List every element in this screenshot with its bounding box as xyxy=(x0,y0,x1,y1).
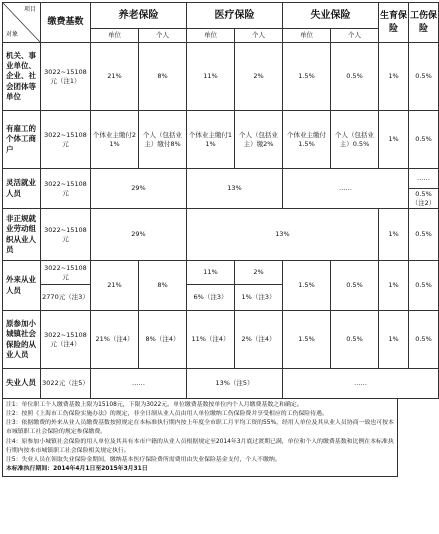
subheader-personal: 个人 xyxy=(139,29,187,43)
row-label: 外来从业人员 xyxy=(3,261,41,311)
rate-cell: 1.5% xyxy=(283,43,331,111)
base-cell: 3022~15108元（注4） xyxy=(41,311,91,369)
rate-cell: 1% xyxy=(379,311,409,369)
header-maternity: 生育保险 xyxy=(379,3,409,43)
rate-cell: 8% xyxy=(139,43,187,111)
rate-cell: 8% xyxy=(139,261,187,311)
rate-cell: 个人（包括业主）缴2% xyxy=(235,111,283,169)
rate-cell: 1% xyxy=(379,209,409,261)
row-label: 有雇工的个体工商户 xyxy=(3,111,41,169)
note-2: 注2：按照《上海市工伤保险实施办法》的规定，非全日制从业人员由用人单位缴纳工伤保险费并享受相应的工伤保险待遇。 xyxy=(6,411,328,418)
rate-cell: 21% xyxy=(91,43,139,111)
row-label: 灵活就业人员 xyxy=(3,169,41,209)
base-cell: 3022~15108元 xyxy=(41,209,91,261)
rate-cell: 2% xyxy=(235,43,283,111)
table-row xyxy=(3,369,439,399)
execution-period: 本标准执行期间：2014年4月1日至2015年3月31日 xyxy=(6,465,148,472)
table-row xyxy=(3,111,439,169)
placeholder-cell: …… xyxy=(283,169,409,209)
rate-cell: 8%（注4） xyxy=(139,311,187,369)
note-5: 注5：失业人员在领取失业保险金期间，缴纳基本医疗保险费所需费用由失业保险基金支付，个人不缴纳。 xyxy=(6,456,281,463)
rate-cell: 11% xyxy=(187,43,235,111)
rate-cell: 1.5% xyxy=(283,311,331,369)
rate-cell: 0.5% xyxy=(331,43,379,111)
note-3: 注3：依据缴费的外来从业人员缴费基数按照规定在本标准执行期内按上年度全市职工月平均工资的55%，经用人单位及其从业人员协商一致也可按本市城镇职工社会保险的规定参保缴费。 xyxy=(6,420,394,436)
header-unemployment: 失业保险 xyxy=(283,3,379,29)
rate-cell: 21%（注4） xyxy=(91,311,139,369)
rate-cell: 13%（注5） xyxy=(187,369,283,399)
rate-cell: 11%（注4） xyxy=(187,311,235,369)
corner-cell xyxy=(3,3,41,43)
rate-cell: 2% xyxy=(235,261,283,285)
subheader-unit: 单位 xyxy=(91,29,139,43)
insurance-table xyxy=(2,2,439,399)
row-label: 非正规就业劳动组织从业人员 xyxy=(3,209,41,261)
rate-cell: 0.5% xyxy=(409,111,439,169)
rate-cell: 个体业主缴付11% xyxy=(187,111,235,169)
table-row xyxy=(3,261,439,285)
insurance-rate-sheet xyxy=(2,2,438,477)
placeholder-cell: …… xyxy=(409,169,439,189)
header-injury: 工伤保险 xyxy=(409,3,439,43)
rate-cell: 29% xyxy=(91,209,187,261)
header-pension: 养老保险 xyxy=(91,3,187,29)
row-label: 原参加小城镇社会保险的从业人员 xyxy=(3,311,41,369)
row-label: 机关、事业单位、企业、社会团体等单位 xyxy=(3,43,41,111)
rate-cell: 1% xyxy=(379,43,409,111)
rate-cell: 2%（注4） xyxy=(235,311,283,369)
corner-top-label: 项目 xyxy=(23,6,36,13)
subheader-personal: 个人 xyxy=(235,29,283,43)
placeholder-cell: …… xyxy=(91,369,187,399)
notes-block xyxy=(2,399,398,477)
base-cell: 3022元（注5） xyxy=(41,369,91,399)
rate-cell: 0.5% xyxy=(409,311,439,369)
base-cell: 2770元（注3） xyxy=(41,285,91,311)
rate-cell: 0.5% xyxy=(409,209,439,261)
rate-cell: 0.5% xyxy=(331,261,379,311)
base-cell: 3022~15108元 xyxy=(41,261,91,285)
table-row xyxy=(3,43,439,111)
rate-cell: 个体业主缴付1.5% xyxy=(283,111,331,169)
rate-cell: 0.5%（注2） xyxy=(409,189,439,209)
table-row xyxy=(3,209,439,261)
corner-bottom-label: 对象 xyxy=(6,30,19,38)
rate-cell: 0.5% xyxy=(409,261,439,311)
placeholder-cell: …… xyxy=(283,369,439,399)
base-cell: 3022~15108元 xyxy=(41,111,91,169)
rate-cell: 11% xyxy=(187,261,235,285)
subheader-unit: 单位 xyxy=(187,29,235,43)
rate-cell: 6%（注3） xyxy=(187,285,235,311)
subheader-unit: 单位 xyxy=(283,29,331,43)
rate-cell: 个体业主缴付21% xyxy=(91,111,139,169)
rate-cell: 13% xyxy=(187,169,283,209)
row-label: 失业人员 xyxy=(3,369,41,399)
base-cell: 3022~15108元（注1） xyxy=(41,43,91,111)
subheader-personal: 个人 xyxy=(331,29,379,43)
rate-cell: 0.5% xyxy=(331,311,379,369)
table-row xyxy=(3,169,439,189)
rate-cell: 1.5% xyxy=(283,261,331,311)
rate-cell: 13% xyxy=(187,209,379,261)
base-cell: 3022~15108元 xyxy=(41,169,91,209)
note-1: 注1：单位职工个人缴费基数上限为15108元，下限为3022元。单位缴费基数按单位内个人月缴费基数之和确定。 xyxy=(6,402,303,408)
rate-cell: 个人（包括业主）缴付8% xyxy=(139,111,187,169)
rate-cell: 29% xyxy=(91,169,187,209)
rate-cell: 个人（包括业主）0.5% xyxy=(331,111,379,169)
header-medical: 医疗保险 xyxy=(187,3,283,29)
table-row xyxy=(3,311,439,369)
rate-cell: 1%（注3） xyxy=(235,285,283,311)
rate-cell: 1% xyxy=(379,111,409,169)
rate-cell: 1% xyxy=(379,261,409,311)
rate-cell: 21% xyxy=(91,261,139,311)
rate-cell: 0.5% xyxy=(409,43,439,111)
note-4: 注4：原参加小城镇社会保险的用人单位及其具有本市户籍的从业人员根据规定至2014年3月底过渡期已满，单位和个人的缴费基数和比例在本标准执行期内按本市城镇职工社会保险相关规定执行。 xyxy=(6,438,394,454)
header-base: 缴费基数 xyxy=(41,3,91,43)
